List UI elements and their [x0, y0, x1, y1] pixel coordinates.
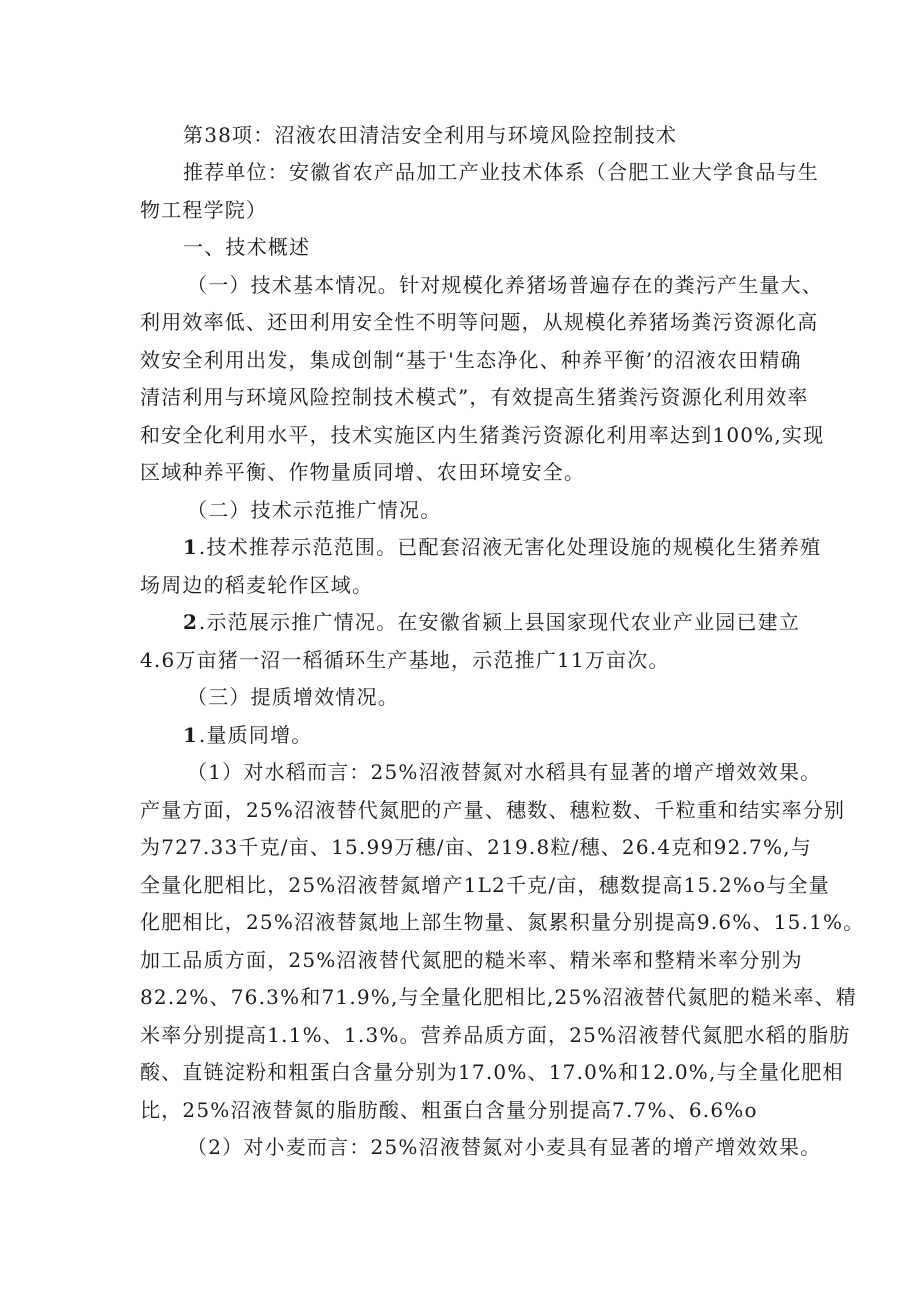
recommender-line-1: 推荐单位：安徽省农产品加工产业技术体系（合肥工业大学食品与生	[183, 160, 819, 184]
item-text: .量质同增。	[198, 723, 313, 747]
paragraph-line: 比，25%沼液替氮的脂肪酸、粗蛋白含量分别提高7.7%、6.6%o	[140, 1098, 758, 1122]
section-heading: 一、技术概述	[183, 235, 311, 259]
list-item	[183, 723, 312, 747]
paragraph-line: 82.2%、76.3%和71.9%,与全量化肥相比,25%沼液替代氮肥的糙米率、精	[140, 985, 857, 1009]
item-number: 1	[183, 535, 197, 559]
paragraph-line: 加工品质方面，25%沼液替代氮肥的糙米率、精米率和整精米率分别为	[140, 948, 803, 972]
paragraph-line: 区域种养平衡、作物量质同增、农田环境安全。	[140, 460, 586, 484]
paragraph-line: 全量化肥相比，25%沼液替氮增产1L2千克/亩，穗数提高15.2%o与全量	[140, 873, 830, 897]
list-item	[183, 535, 821, 559]
paragraph-line: 效安全利用出发，集成创制“基于'生态净化、种养平衡’的沼液农田精确	[140, 348, 802, 372]
item-text: .示范展示推广情况。在安徽省颍上县国家现代农业产业园已建立	[198, 610, 801, 634]
wheat-heading: （2）对小麦而言：25%沼液替氮对小麦具有显著的增产增效效果。	[187, 1135, 822, 1159]
list-item	[183, 610, 800, 634]
paragraph-line: 场周边的稻麦轮作区域。	[140, 573, 374, 597]
paragraph-line: 米率分别提高1.1%、1.3%。营养品质方面，25%沼液替代氮肥水稻的脂肪	[140, 1023, 851, 1047]
paragraph-line: 利用效率低、还田利用安全性不明等问题，从规模化养猪场粪污资源化高	[140, 310, 819, 334]
item-text: .技术推荐示范范围。已配套沼液无害化处理设施的规模化生猪养殖	[198, 535, 822, 559]
paragraph-line: 化肥相比，25%沼液替氮地上部生物量、氮累积量分别提高9.6%、15.1%。	[140, 910, 865, 934]
paragraph-line: 产量方面，25%沼液替代氮肥的产量、穗数、穗粒数、千粒重和结实率分别	[140, 798, 846, 822]
paragraph-line: 和安全化利用水平，技术实施区内生猪粪污资源化利用率达到100%,实现	[140, 423, 825, 447]
paragraph-line: 酸、直链淀粉和粗蛋白含量分别为17.0%、17.0%和12.0%,与全量化肥相	[140, 1060, 844, 1084]
document-title: 第38项：沼液农田清洁安全利用与环境风险控制技术	[183, 123, 678, 147]
sub3-heading: （三）提质增效情况。	[187, 685, 399, 709]
sub1-heading: （一）技术基本情况。针对规模化养猪场普遍存在的粪污产生量大、	[187, 273, 823, 297]
recommender-line-2: 物工程学院）	[140, 198, 268, 222]
paragraph-line: 清洁利用与环境风险控制技术模式”，有效提高生猪粪污资源化利用效率	[140, 385, 809, 409]
paragraph-line: 为727.33千克/亩、15.99万穗/亩、219.8粒/穗、26.4克和92.7%,与	[140, 835, 812, 859]
rice-heading: （1）对水稻而言：25%沼液替氮对水稻具有显著的增产增效效果。	[187, 760, 822, 784]
item-number: 1	[183, 723, 197, 747]
sub2-heading: （二）技术示范推广情况。	[187, 498, 442, 522]
paragraph-line: 4.6万亩猪一沼一稻循环生产基地，示范推广11万亩次。	[140, 648, 670, 672]
item-number: 2	[183, 610, 197, 634]
